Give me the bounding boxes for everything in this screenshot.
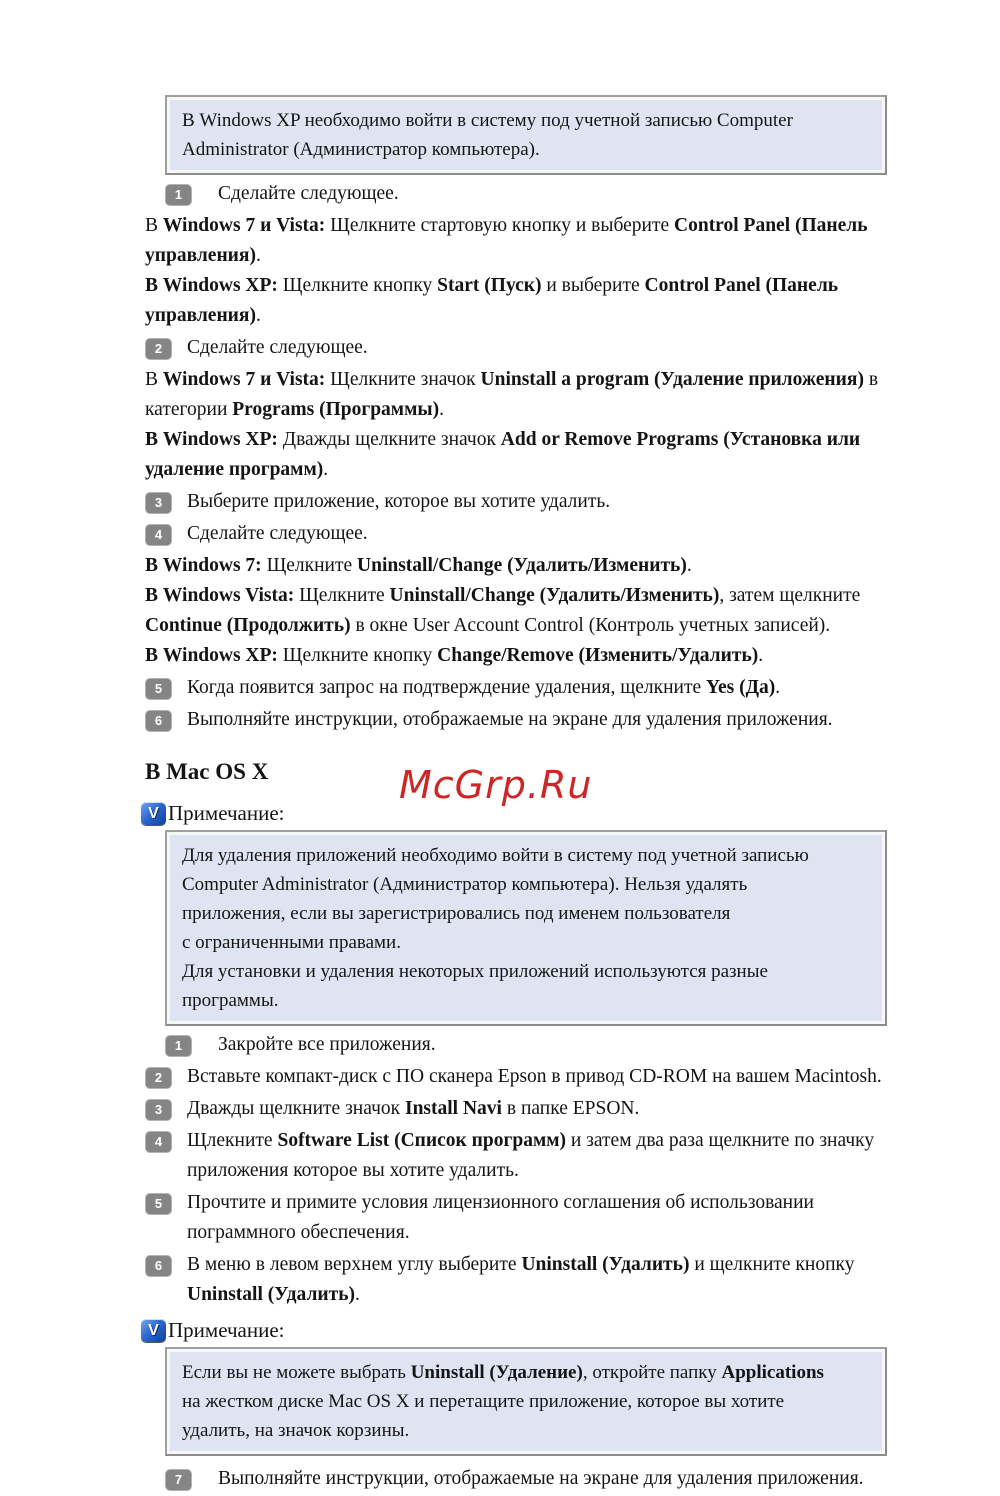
step-text: Сделайте следующее.	[218, 183, 399, 204]
text-segment-bold: Programs (Программы)	[232, 399, 440, 420]
text-segment-bold: Uninstall (Удаление)	[410, 1362, 583, 1383]
paragraph	[145, 211, 905, 271]
step-row	[145, 487, 905, 517]
step-row	[145, 1126, 905, 1186]
step-text: Сделайте следующее.	[187, 337, 368, 358]
paragraph	[145, 551, 905, 581]
text-segment: В	[145, 215, 163, 236]
step-text	[187, 1094, 905, 1124]
text-segment: Щелкните кнопку	[277, 645, 438, 666]
text-segment-bold: Install Navi	[405, 1098, 502, 1119]
note-line: удалить, на значок корзины.	[182, 1420, 410, 1441]
note-check-glyph: V	[148, 804, 159, 822]
paragraph	[145, 271, 905, 331]
step-text	[187, 673, 905, 703]
step-row	[165, 1030, 905, 1060]
note-check-icon	[141, 1319, 166, 1342]
note-box-inner	[170, 835, 882, 1021]
text-segment: В меню в левом верхнем углу выберите	[187, 1254, 522, 1275]
text-segment-bold: Control Panel (Панель управления)	[145, 215, 868, 266]
text-segment: .	[686, 555, 692, 576]
section-heading-mac-os-x: В Mac OS X	[145, 759, 269, 784]
text-segment-bold: Add or Remove Programs (Установка или удаление программ)	[145, 429, 861, 480]
paragraph	[145, 365, 905, 425]
paragraph	[145, 581, 905, 641]
text-segment-bold: Uninstall/Change (Удалить/Изменить)	[357, 555, 687, 576]
note-line	[182, 1358, 870, 1387]
note-box-inner	[170, 100, 882, 170]
step-row	[145, 333, 905, 363]
note-line: Administrator (Администратор компьютера).	[182, 139, 540, 160]
text-segment-bold: Control Panel (Панель управления)	[145, 275, 839, 326]
note-line: на жестком диске Mac OS X и перетащите приложение, которое вы хотите	[182, 1391, 785, 1412]
note-check-glyph: V	[148, 1321, 159, 1339]
step-row	[145, 673, 905, 703]
text-segment: .	[255, 245, 261, 266]
step-number-badge: 1	[165, 1035, 192, 1057]
step-number-badge: 6	[145, 1255, 172, 1277]
text-segment: Щелкните стартовую кнопку и выберите	[325, 215, 675, 236]
text-segment: Когда появится запрос на подтверждение удаления, щелкните	[187, 677, 707, 698]
step-text	[187, 1126, 905, 1186]
note-box-inner	[170, 1352, 882, 1451]
step-number-badge: 3	[145, 492, 172, 514]
step-number-badge: 2	[145, 338, 172, 360]
text-segment-bold: В Windows XP:	[145, 429, 278, 450]
step-row	[145, 1188, 905, 1248]
text-segment: в папке EPSON.	[501, 1098, 640, 1119]
step-row	[145, 705, 905, 735]
text-segment: и щелкните кнопку	[689, 1254, 855, 1275]
text-segment: и выберите	[541, 275, 645, 296]
text-segment: Дважды щелкните значок	[187, 1098, 405, 1119]
step-row	[145, 1250, 905, 1310]
step-text: Выполняйте инструкции, отображаемые на экране для удаления приложения.	[187, 709, 833, 730]
note-line: Для установки и удаления некоторых приложений используются разные	[182, 961, 768, 982]
text-segment-bold: Start (Пуск)	[437, 275, 542, 296]
paragraph	[145, 641, 905, 671]
text-segment: в категории	[145, 369, 879, 420]
step-text: Выполняйте инструкции, отображаемые на экране для удаления приложения.	[218, 1468, 864, 1489]
note-label: Примечание:	[168, 801, 285, 825]
note-label-row	[141, 1318, 905, 1343]
note-box-windows	[165, 95, 887, 175]
note-line: приложения, если вы зарегистрировались под именем пользователя	[182, 903, 731, 924]
text-segment-bold: Software List (Список программ)	[277, 1130, 566, 1151]
step-number-badge: 1	[165, 184, 192, 206]
text-segment: .	[775, 677, 781, 698]
text-segment-bold: Uninstall (Удалить)	[521, 1254, 690, 1275]
note-line: программы.	[182, 990, 279, 1011]
step-row	[145, 519, 905, 549]
step-text: Вставьте компакт-диск с ПО сканера Epson в привод CD-ROM на вашем Macintosh.	[187, 1066, 882, 1087]
step-number-badge: 5	[145, 1193, 172, 1215]
text-segment: Щлекните	[187, 1130, 278, 1151]
step-number-badge: 2	[145, 1067, 172, 1089]
step-row	[145, 1094, 905, 1124]
step-number-badge: 4	[145, 1131, 172, 1153]
step-number-badge: 7	[165, 1469, 192, 1491]
text-segment: в окне User Account Control (Контроль учетных записей).	[350, 615, 831, 636]
step-row	[165, 179, 905, 209]
text-segment: Щелкните	[261, 555, 358, 576]
text-segment-bold: Uninstall/Change (Удалить/Изменить)	[389, 585, 720, 606]
step-number-badge: 5	[145, 678, 172, 700]
note-box-mac	[165, 830, 887, 1026]
text-segment: , откройте папку	[582, 1362, 722, 1383]
text-segment: .	[323, 459, 329, 480]
step-number-badge: 3	[145, 1099, 172, 1121]
step-number-badge: 4	[145, 524, 172, 546]
text-segment: В	[145, 369, 163, 390]
text-segment-bold: Uninstall a program (Удаление приложения)	[480, 369, 864, 390]
text-segment-bold: Continue (Продолжить)	[145, 615, 351, 636]
text-segment-bold: В Windows 7:	[145, 555, 262, 576]
note-line: Для удаления приложений необходимо войти в систему под учетной записью	[182, 845, 809, 866]
step-text: Выберите приложение, которое вы хотите удалить.	[187, 491, 611, 512]
text-segment: .	[355, 1284, 360, 1305]
text-segment-bold: Yes (Да)	[706, 677, 776, 698]
text-segment: .	[758, 645, 764, 666]
step-row	[165, 1464, 905, 1494]
text-segment-bold: Applications	[721, 1362, 824, 1383]
text-segment: и затем два раза щелкните по значку приложения которое вы хотите удалить.	[187, 1130, 875, 1181]
text-segment-bold: В Windows XP:	[145, 645, 278, 666]
text-segment: Щелкните	[294, 585, 390, 606]
text-segment: Если вы не можете выбрать	[182, 1362, 411, 1383]
note-label: Примечание:	[168, 1318, 285, 1342]
text-segment-bold: В Windows Vista:	[145, 585, 295, 606]
text-segment-bold: Windows 7 и Vista:	[162, 215, 326, 236]
step-text: Прочтите и примите условия лицензионного соглашения об использовании пограммного обеспечения.	[187, 1192, 814, 1243]
text-segment: Щелкните значок	[325, 369, 481, 390]
step-text: Сделайте следующее.	[187, 523, 368, 544]
note-check-icon	[141, 802, 166, 825]
step-text: Закройте все приложения.	[218, 1034, 436, 1055]
text-segment: , затем щелкните	[719, 585, 861, 606]
text-segment-bold: Change/Remove (Изменить/Удалить)	[437, 645, 759, 666]
text-segment: .	[255, 305, 261, 326]
note-line: Computer Administrator (Администратор компьютера). Нельзя удалять	[182, 874, 748, 895]
text-segment-bold: Uninstall (Удалить)	[187, 1284, 356, 1305]
step-number-badge: 6	[145, 710, 172, 732]
document-content	[145, 95, 905, 1496]
note-box-mac-2	[165, 1347, 887, 1456]
text-segment: .	[439, 399, 444, 420]
note-line: с ограниченными правами.	[182, 932, 401, 953]
watermark-text: McGrp.Ru	[399, 763, 593, 807]
text-segment: Щелкните кнопку	[277, 275, 438, 296]
text-segment-bold: Windows 7 и Vista:	[162, 369, 326, 390]
text-segment-bold: В Windows XP:	[145, 275, 278, 296]
text-segment: Дважды щелкните значок	[277, 429, 501, 450]
paragraph	[145, 425, 905, 485]
step-row	[145, 1062, 905, 1092]
note-line: В Windows XP необходимо войти в систему под учетной записью Computer	[182, 110, 793, 131]
step-text	[187, 1250, 905, 1310]
